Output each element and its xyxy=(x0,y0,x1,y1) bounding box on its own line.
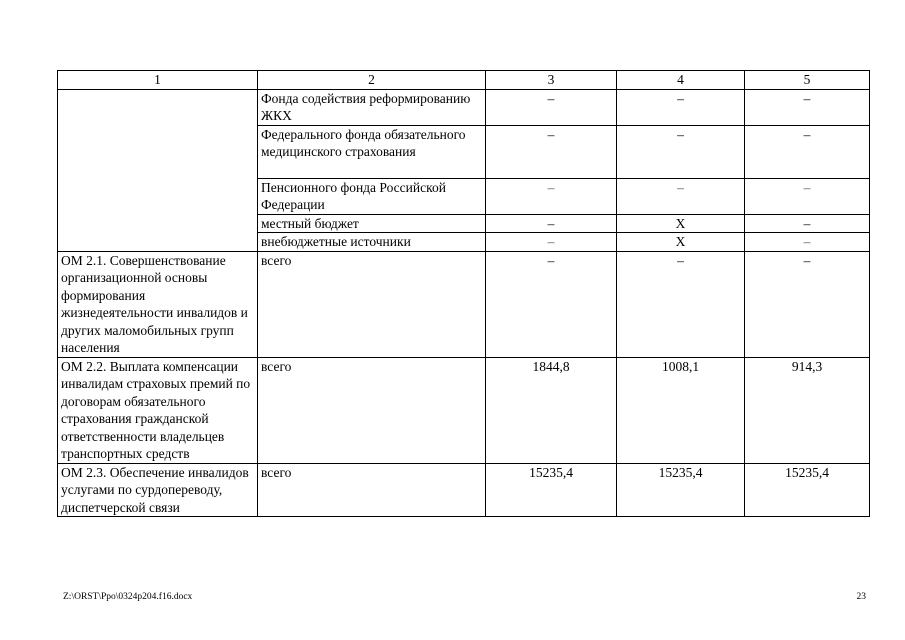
funding-source-cell: Пенсионного фонда Российской Федерации xyxy=(258,178,486,214)
value-cell: – xyxy=(745,233,870,252)
table-row xyxy=(58,357,870,463)
measure-title-cell: ОМ 2.1. Совершенствование организационной основы формирования жизнедеятельности инвалидов и других маломобильных групп населения xyxy=(58,251,258,357)
value-cell: – xyxy=(486,251,617,357)
funding-source-cell: местный бюджет xyxy=(258,214,486,233)
table-row xyxy=(58,89,870,125)
funding-source-cell: всего xyxy=(258,357,486,463)
header-col-3: 3 xyxy=(486,71,617,90)
value-cell: 1844,8 xyxy=(486,357,617,463)
value-cell: – xyxy=(617,89,745,125)
funding-source-cell: всего xyxy=(258,251,486,357)
table-row xyxy=(58,251,870,357)
header-col-2: 2 xyxy=(258,71,486,90)
file-path-footer: Z:\ORST\Ppo\0324p204.f16.docx xyxy=(63,592,193,602)
value-cell: – xyxy=(617,251,745,357)
value-cell: – xyxy=(745,178,870,214)
table-row xyxy=(58,463,870,517)
funding-source-cell: Федерального фонда обязательного медицинского страхования xyxy=(258,125,486,178)
value-cell: 15235,4 xyxy=(617,463,745,517)
value-cell: – xyxy=(745,89,870,125)
value-cell: Х xyxy=(617,233,745,252)
table-header-row xyxy=(58,71,870,90)
value-cell: Х xyxy=(617,214,745,233)
value-cell: – xyxy=(486,214,617,233)
value-cell: 15235,4 xyxy=(486,463,617,517)
value-cell: – xyxy=(745,251,870,357)
value-cell: 15235,4 xyxy=(745,463,870,517)
value-cell: 914,3 xyxy=(745,357,870,463)
value-cell: – xyxy=(486,233,617,252)
page-number: 23 xyxy=(856,592,866,602)
value-cell: – xyxy=(745,125,870,178)
value-cell: – xyxy=(745,214,870,233)
value-cell: – xyxy=(617,125,745,178)
empty-merged-cell xyxy=(58,89,258,251)
budget-table xyxy=(57,70,870,517)
measure-title-cell: ОМ 2.2. Выплата компенсации инвалидам страховых премий по договорам обязательного страхования гражданской ответственности владельцев транспортных средств xyxy=(58,357,258,463)
header-col-1: 1 xyxy=(58,71,258,90)
measure-title-cell: ОМ 2.3. Обеспечение инвалидов услугами по сурдопереводу, диспетчерской связи xyxy=(58,463,258,517)
value-cell: 1008,1 xyxy=(617,357,745,463)
value-cell: – xyxy=(617,178,745,214)
funding-source-cell: Фонда содействия реформированию ЖКХ xyxy=(258,89,486,125)
value-cell: – xyxy=(486,125,617,178)
value-cell: – xyxy=(486,178,617,214)
funding-source-cell: всего xyxy=(258,463,486,517)
header-col-4: 4 xyxy=(617,71,745,90)
funding-source-cell: внебюджетные источники xyxy=(258,233,486,252)
value-cell: – xyxy=(486,89,617,125)
header-col-5: 5 xyxy=(745,71,870,90)
